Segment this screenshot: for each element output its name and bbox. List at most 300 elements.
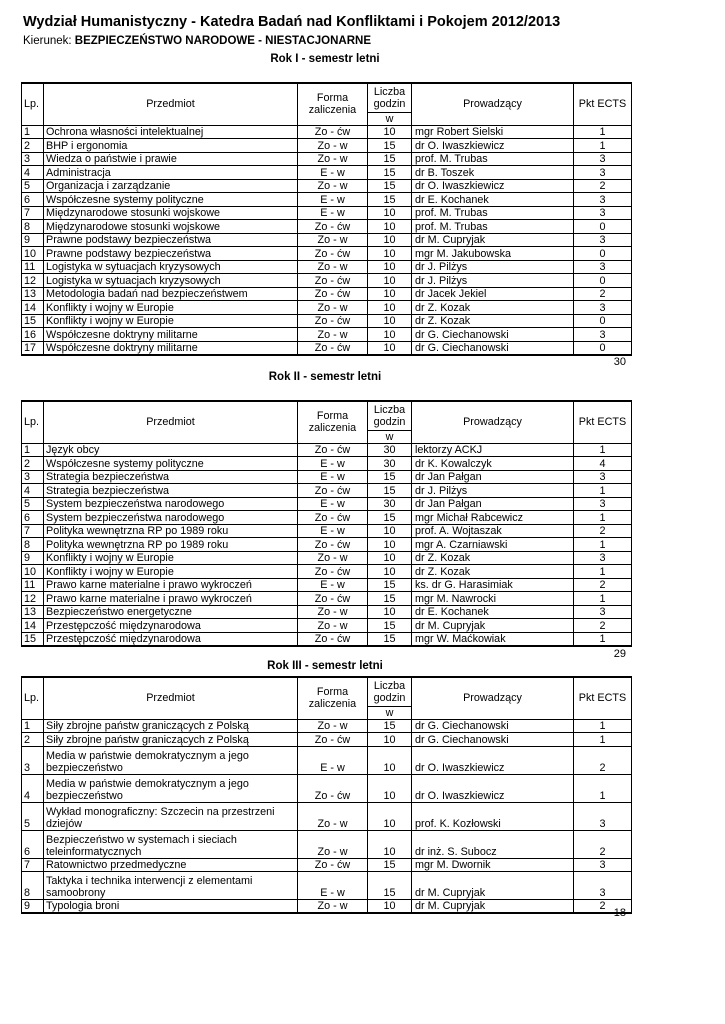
subject-name: Logistyka w sytuacjach kryzysowych <box>44 260 298 274</box>
ects-total: 29 <box>613 648 626 660</box>
row-number: 3 <box>22 152 44 166</box>
table-row <box>22 900 632 914</box>
table-row <box>22 247 632 261</box>
hours: 30 <box>368 497 412 511</box>
subject-name: Współczesne doktryny militarne <box>44 341 298 355</box>
subject-name: Siły zbrojne państw graniczących z Polską <box>44 719 298 733</box>
lecturer: mgr W. Maćkowiak <box>412 632 574 646</box>
ects-points: 1 <box>574 443 632 457</box>
hours: 10 <box>368 206 412 220</box>
column-header-hours: Liczba godzin <box>368 83 412 112</box>
row-number: 6 <box>22 830 44 858</box>
lecturer: mgr M. Dwornik <box>412 858 574 872</box>
table-row <box>22 619 632 633</box>
lecturer: prof. M. Trubas <box>412 220 574 234</box>
row-number: 14 <box>22 301 44 315</box>
table-row <box>22 166 632 180</box>
assessment-form: E - w <box>298 497 368 511</box>
table-row <box>22 565 632 579</box>
lecturer: dr O. Iwaszkiewicz <box>412 774 574 802</box>
ects-points: 1 <box>574 719 632 733</box>
column-header-hours-w: w <box>368 706 412 719</box>
hours: 10 <box>368 247 412 261</box>
ects-points: 2 <box>574 287 632 301</box>
column-header-ects: Pkt ECTS <box>574 677 632 719</box>
hours: 10 <box>368 733 412 747</box>
table-row <box>22 802 632 830</box>
table-row <box>22 592 632 606</box>
subject-name: Prawne podstawy bezpieczeństwa <box>44 247 298 261</box>
row-number: 15 <box>22 314 44 328</box>
hours: 10 <box>368 538 412 552</box>
row-number: 16 <box>22 328 44 342</box>
assessment-form: Zo - w <box>298 830 368 858</box>
table-row <box>22 538 632 552</box>
row-number: 9 <box>22 900 44 914</box>
ects-points: 3 <box>574 802 632 830</box>
hours: 15 <box>368 511 412 525</box>
ects-points: 3 <box>574 152 632 166</box>
ects-points: 1 <box>574 592 632 606</box>
lecturer: dr B. Toszek <box>412 166 574 180</box>
assessment-form: Zo - ćw <box>298 858 368 872</box>
column-header-ects: Pkt ECTS <box>574 83 632 125</box>
row-number: 8 <box>22 872 44 900</box>
table-row <box>22 125 632 139</box>
assessment-form: Zo - ćw <box>298 733 368 747</box>
assessment-form: E - w <box>298 578 368 592</box>
hours: 10 <box>368 565 412 579</box>
hours: 15 <box>368 179 412 193</box>
lecturer: dr J. Pilżys <box>412 484 574 498</box>
subject-name: BHP i ergonomia <box>44 139 298 153</box>
hours: 15 <box>368 166 412 180</box>
row-number: 1 <box>22 443 44 457</box>
ects-points: 0 <box>574 220 632 234</box>
lecturer: mgr Michał Rabcewicz <box>412 511 574 525</box>
subject-name: Współczesne systemy polityczne <box>44 193 298 207</box>
ects-points: 3 <box>574 872 632 900</box>
column-header-hours-w: w <box>368 430 412 443</box>
row-number: 11 <box>22 578 44 592</box>
ects-points: 1 <box>574 511 632 525</box>
lecturer: dr Z. Kozak <box>412 565 574 579</box>
hours: 10 <box>368 328 412 342</box>
table-row <box>22 206 632 220</box>
table-row <box>22 260 632 274</box>
ects-points: 3 <box>574 260 632 274</box>
hours: 10 <box>368 551 412 565</box>
ects-points: 1 <box>574 484 632 498</box>
table-row <box>22 233 632 247</box>
subject-name: Polityka wewnętrzna RP po 1989 roku <box>44 524 298 538</box>
table-row <box>22 287 632 301</box>
column-header-lecturer: Prowadzący <box>412 83 574 125</box>
hours: 10 <box>368 341 412 355</box>
hours: 10 <box>368 233 412 247</box>
table-row <box>22 152 632 166</box>
course-table <box>21 676 632 914</box>
row-number: 9 <box>22 233 44 247</box>
course-table <box>21 400 632 647</box>
hours: 15 <box>368 858 412 872</box>
row-number: 17 <box>22 341 44 355</box>
lecturer: dr G. Ciechanowski <box>412 733 574 747</box>
subject-name: Media w państwie demokratycznym a jego bezpieczeństwo <box>44 746 298 774</box>
lecturer: dr O. Iwaszkiewicz <box>412 139 574 153</box>
lecturer: mgr M. Jakubowska <box>412 247 574 261</box>
lecturer: mgr Robert Sielski <box>412 125 574 139</box>
lecturer: dr inż. S. Subocz <box>412 830 574 858</box>
subject-name: Logistyka w sytuacjach kryzysowych <box>44 274 298 288</box>
column-header-lecturer: Prowadzący <box>412 401 574 443</box>
column-header-lp: Lp. <box>22 83 44 125</box>
table-row <box>22 524 632 538</box>
assessment-form: Zo - ćw <box>298 538 368 552</box>
lecturer: prof. M. Trubas <box>412 206 574 220</box>
year-heading: Rok III - semestr letni <box>267 660 383 672</box>
ects-points: 3 <box>574 233 632 247</box>
table-row <box>22 301 632 315</box>
ects-points: 2 <box>574 179 632 193</box>
assessment-form: Zo - ćw <box>298 220 368 234</box>
subject-name: Konflikty i wojny w Europie <box>44 551 298 565</box>
subject-name: Przestępczość międzynarodowa <box>44 632 298 646</box>
ects-points: 2 <box>574 524 632 538</box>
hours: 15 <box>368 578 412 592</box>
hours: 10 <box>368 287 412 301</box>
column-header-form: Forma zaliczenia <box>298 83 368 125</box>
hours: 10 <box>368 301 412 315</box>
assessment-form: Zo - w <box>298 260 368 274</box>
subject-name: Organizacja i zarządzanie <box>44 179 298 193</box>
lecturer: dr M. Cupryjak <box>412 233 574 247</box>
assessment-form: Zo - w <box>298 233 368 247</box>
year-heading: Rok II - semestr letni <box>268 371 382 383</box>
table-row <box>22 443 632 457</box>
hours: 15 <box>368 152 412 166</box>
row-number: 12 <box>22 592 44 606</box>
lecturer: dr M. Cupryjak <box>412 872 574 900</box>
assessment-form: Zo - ćw <box>298 565 368 579</box>
subject-name: Język obcy <box>44 443 298 457</box>
hours: 15 <box>368 193 412 207</box>
column-header-lecturer: Prowadzący <box>412 677 574 719</box>
ects-points: 2 <box>574 746 632 774</box>
table-row <box>22 484 632 498</box>
row-number: 1 <box>22 125 44 139</box>
row-number: 10 <box>22 565 44 579</box>
assessment-form: Zo - w <box>298 719 368 733</box>
row-number: 5 <box>22 179 44 193</box>
row-number: 7 <box>22 524 44 538</box>
ects-total: 30 <box>613 356 626 368</box>
ects-points: 1 <box>574 774 632 802</box>
hours: 15 <box>368 484 412 498</box>
column-header-subject: Przedmiot <box>44 83 298 125</box>
row-number: 2 <box>22 457 44 471</box>
lecturer: mgr A. Czarniawski <box>412 538 574 552</box>
ects-points: 0 <box>574 341 632 355</box>
row-number: 5 <box>22 497 44 511</box>
column-header-hours: Liczba godzin <box>368 401 412 430</box>
subject-name: Bezpieczeństwo w systemach i sieciach teleinformatycznych <box>44 830 298 858</box>
table-row <box>22 139 632 153</box>
subject-name: Konflikty i wojny w Europie <box>44 565 298 579</box>
ects-points: 2 <box>574 619 632 633</box>
row-number: 9 <box>22 551 44 565</box>
assessment-form: Zo - ćw <box>298 125 368 139</box>
field-of-study-value: BEZPIECZEŃSTWO NARODOWE - NIESTACJONARNE <box>74 35 372 47</box>
table-row <box>22 470 632 484</box>
subject-name: Strategia bezpieczeństwa <box>44 484 298 498</box>
lecturer: dr Jan Pałgan <box>412 470 574 484</box>
subject-name: Bezpieczeństwo energetyczne <box>44 605 298 619</box>
row-number: 6 <box>22 511 44 525</box>
subject-name: Siły zbrojne państw graniczących z Polską <box>44 733 298 747</box>
subject-name: Wykład monograficzny: Szczecin na przestrzeni dziejów <box>44 802 298 830</box>
hours: 10 <box>368 524 412 538</box>
row-number: 13 <box>22 605 44 619</box>
subject-name: System bezpieczeństwa narodowego <box>44 511 298 525</box>
lecturer: dr E. Kochanek <box>412 605 574 619</box>
ects-points: 3 <box>574 605 632 619</box>
ects-points: 1 <box>574 565 632 579</box>
table-row <box>22 179 632 193</box>
hours: 15 <box>368 632 412 646</box>
lecturer: dr E. Kochanek <box>412 193 574 207</box>
assessment-form: E - w <box>298 470 368 484</box>
assessment-form: Zo - ćw <box>298 592 368 606</box>
subject-name: Typologia broni <box>44 900 298 914</box>
assessment-form: E - w <box>298 457 368 471</box>
ects-points: 3 <box>574 858 632 872</box>
row-number: 15 <box>22 632 44 646</box>
table-row <box>22 746 632 774</box>
subject-name: Metodologia badań nad bezpieczeństwem <box>44 287 298 301</box>
row-number: 4 <box>22 484 44 498</box>
lecturer: dr Z. Kozak <box>412 314 574 328</box>
assessment-form: Zo - ćw <box>298 484 368 498</box>
lecturer: dr J. Pilżys <box>412 260 574 274</box>
subject-name: Ochrona własności intelektualnej <box>44 125 298 139</box>
assessment-form: Zo - w <box>298 139 368 153</box>
row-number: 6 <box>22 193 44 207</box>
table-row <box>22 551 632 565</box>
subject-name: Międzynarodowe stosunki wojskowe <box>44 220 298 234</box>
row-number: 1 <box>22 719 44 733</box>
table-row <box>22 858 632 872</box>
row-number: 3 <box>22 470 44 484</box>
assessment-form: Zo - w <box>298 551 368 565</box>
column-header-hours-w: w <box>368 112 412 125</box>
assessment-form: Zo - w <box>298 152 368 166</box>
table-row <box>22 220 632 234</box>
row-number: 12 <box>22 274 44 288</box>
subject-name: Media w państwie demokratycznym a jego bezpieczeństwo <box>44 774 298 802</box>
ects-points: 0 <box>574 314 632 328</box>
subject-name: Strategia bezpieczeństwa <box>44 470 298 484</box>
field-of-study-label: Kierunek: <box>23 35 75 47</box>
row-number: 3 <box>22 746 44 774</box>
lecturer: dr M. Cupryjak <box>412 619 574 633</box>
lecturer: dr K. Kowalczyk <box>412 457 574 471</box>
assessment-form: E - w <box>298 872 368 900</box>
ects-points: 1 <box>574 538 632 552</box>
table-row <box>22 341 632 355</box>
assessment-form: E - w <box>298 166 368 180</box>
ects-points: 1 <box>574 733 632 747</box>
hours: 30 <box>368 443 412 457</box>
hours: 10 <box>368 314 412 328</box>
ects-points: 3 <box>574 301 632 315</box>
column-header-form: Forma zaliczenia <box>298 401 368 443</box>
assessment-form: E - w <box>298 193 368 207</box>
ects-points: 1 <box>574 139 632 153</box>
table-row <box>22 314 632 328</box>
lecturer: dr G. Ciechanowski <box>412 719 574 733</box>
ects-points: 0 <box>574 247 632 261</box>
assessment-form: Zo - ćw <box>298 274 368 288</box>
assessment-form: Zo - ćw <box>298 632 368 646</box>
hours: 10 <box>368 274 412 288</box>
subject-name: Przestępczość międzynarodowa <box>44 619 298 633</box>
lecturer: dr Z. Kozak <box>412 301 574 315</box>
subject-name: Wiedza o państwie i prawie <box>44 152 298 166</box>
subject-name: Współczesne systemy polityczne <box>44 457 298 471</box>
row-number: 2 <box>22 139 44 153</box>
row-number: 7 <box>22 858 44 872</box>
assessment-form: E - w <box>298 524 368 538</box>
assessment-form: Zo - ćw <box>298 511 368 525</box>
hours: 15 <box>368 470 412 484</box>
hours: 15 <box>368 872 412 900</box>
column-header-lp: Lp. <box>22 677 44 719</box>
assessment-form: Zo - ćw <box>298 443 368 457</box>
ects-points: 4 <box>574 457 632 471</box>
assessment-form: Zo - ćw <box>298 314 368 328</box>
subject-name: System bezpieczeństwa narodowego <box>44 497 298 511</box>
subject-name: Prawne podstawy bezpieczeństwa <box>44 233 298 247</box>
table-row <box>22 497 632 511</box>
assessment-form: E - w <box>298 206 368 220</box>
hours: 15 <box>368 139 412 153</box>
ects-points: 0 <box>574 274 632 288</box>
document-title: Wydział Humanistyczny - Katedra Badań nad Konfliktami i Pokojem 2012/2013 <box>23 14 561 30</box>
ects-points: 1 <box>574 632 632 646</box>
ects-points: 3 <box>574 166 632 180</box>
row-number: 8 <box>22 220 44 234</box>
subject-name: Prawo karne materialne i prawo wykroczeń <box>44 578 298 592</box>
ects-points: 3 <box>574 551 632 565</box>
lecturer: lektorzy ACKJ <box>412 443 574 457</box>
lecturer: dr G. Ciechanowski <box>412 341 574 355</box>
column-header-hours: Liczba godzin <box>368 677 412 706</box>
hours: 15 <box>368 592 412 606</box>
table-row <box>22 578 632 592</box>
hours: 10 <box>368 746 412 774</box>
hours: 10 <box>368 260 412 274</box>
row-number: 5 <box>22 802 44 830</box>
assessment-form: Zo - ćw <box>298 247 368 261</box>
assessment-form: Zo - w <box>298 802 368 830</box>
hours: 15 <box>368 619 412 633</box>
table-row <box>22 830 632 858</box>
column-header-form: Forma zaliczenia <box>298 677 368 719</box>
assessment-form: Zo - ćw <box>298 287 368 301</box>
row-number: 13 <box>22 287 44 301</box>
table-row <box>22 193 632 207</box>
lecturer: dr Jan Pałgan <box>412 497 574 511</box>
subject-name: Polityka wewnętrzna RP po 1989 roku <box>44 538 298 552</box>
ects-points: 3 <box>574 328 632 342</box>
hours: 10 <box>368 220 412 234</box>
ects-points: 2 <box>574 830 632 858</box>
table-row <box>22 872 632 900</box>
ects-points: 1 <box>574 125 632 139</box>
table-row <box>22 511 632 525</box>
table-row <box>22 274 632 288</box>
lecturer: dr Jacek Jekiel <box>412 287 574 301</box>
row-number: 11 <box>22 260 44 274</box>
table-row <box>22 774 632 802</box>
assessment-form: Zo - ćw <box>298 774 368 802</box>
row-number: 4 <box>22 774 44 802</box>
table-row <box>22 733 632 747</box>
lecturer: ks. dr G. Harasimiak <box>412 578 574 592</box>
assessment-form: Zo - w <box>298 605 368 619</box>
hours: 10 <box>368 900 412 914</box>
lecturer: prof. A. Wojtaszak <box>412 524 574 538</box>
subject-name: Administracja <box>44 166 298 180</box>
ects-points: 2 <box>574 900 632 914</box>
lecturer: dr Z. Kozak <box>412 551 574 565</box>
subject-name: Konflikty i wojny w Europie <box>44 301 298 315</box>
hours: 10 <box>368 125 412 139</box>
assessment-form: Zo - w <box>298 328 368 342</box>
ects-points: 3 <box>574 193 632 207</box>
lecturer: dr M. Cupryjak <box>412 900 574 914</box>
lecturer: dr O. Iwaszkiewicz <box>412 179 574 193</box>
row-number: 7 <box>22 206 44 220</box>
subject-name: Taktyka i technika interwencji z elementami samoobrony <box>44 872 298 900</box>
column-header-subject: Przedmiot <box>44 677 298 719</box>
column-header-ects: Pkt ECTS <box>574 401 632 443</box>
row-number: 14 <box>22 619 44 633</box>
assessment-form: Zo - w <box>298 179 368 193</box>
ects-points: 3 <box>574 497 632 511</box>
hours: 10 <box>368 802 412 830</box>
table-row <box>22 632 632 646</box>
subject-name: Współczesne doktryny militarne <box>44 328 298 342</box>
assessment-form: Zo - ćw <box>298 341 368 355</box>
assessment-form: E - w <box>298 746 368 774</box>
row-number: 8 <box>22 538 44 552</box>
ects-points: 3 <box>574 206 632 220</box>
subject-name: Prawo karne materialne i prawo wykroczeń <box>44 592 298 606</box>
column-header-lp: Lp. <box>22 401 44 443</box>
field-of-study <box>23 35 371 47</box>
hours: 15 <box>368 719 412 733</box>
ects-points: 2 <box>574 578 632 592</box>
lecturer: dr O. Iwaszkiewicz <box>412 746 574 774</box>
row-number: 4 <box>22 166 44 180</box>
hours: 10 <box>368 830 412 858</box>
lecturer: dr J. Pilżys <box>412 274 574 288</box>
hours: 10 <box>368 605 412 619</box>
column-header-subject: Przedmiot <box>44 401 298 443</box>
ects-points: 3 <box>574 470 632 484</box>
